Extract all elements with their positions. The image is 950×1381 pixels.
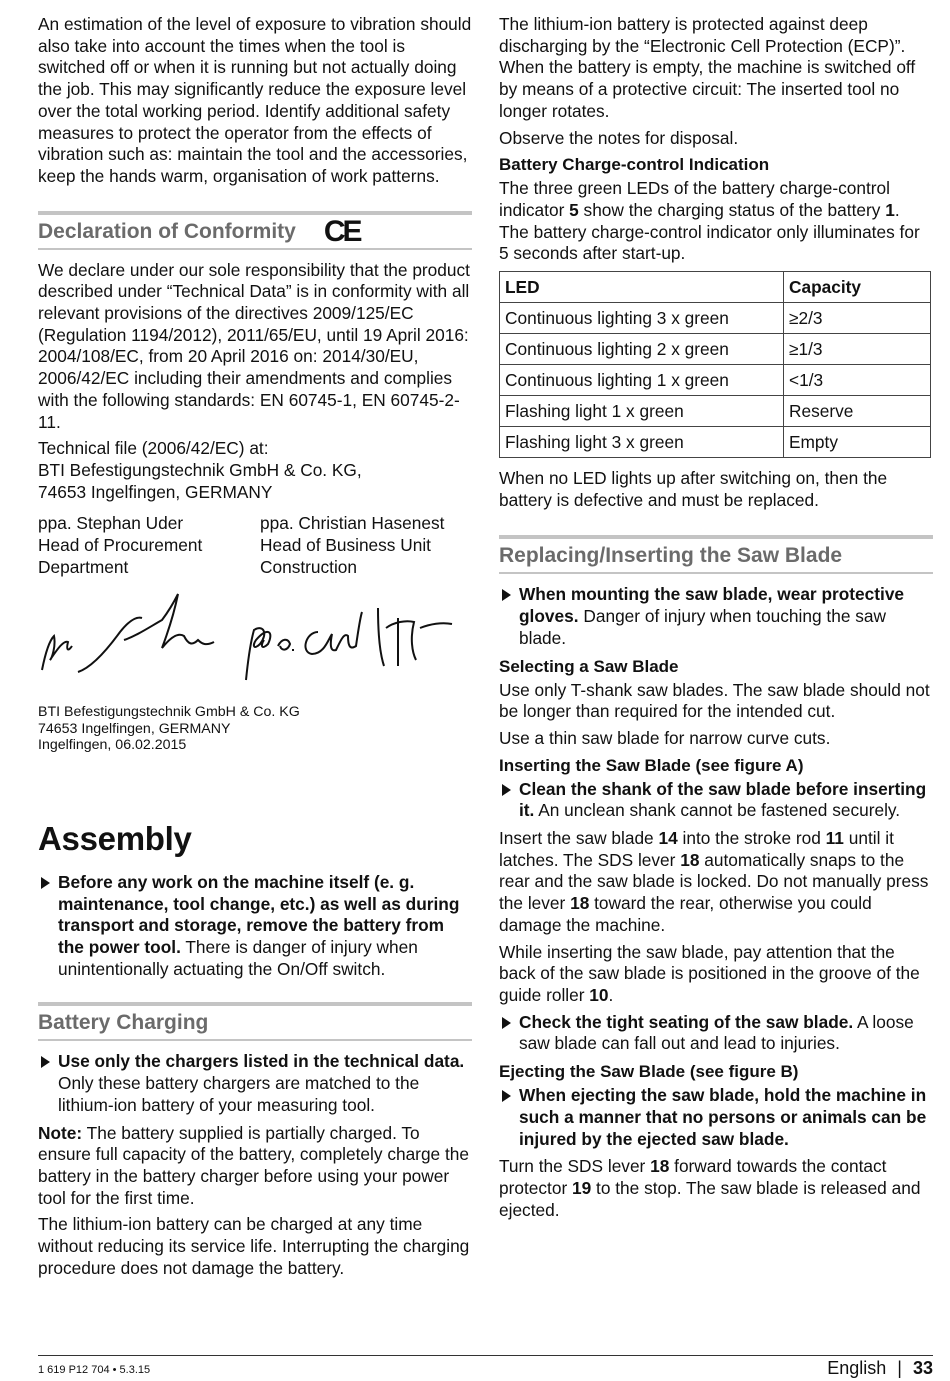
signatory-1 [38,513,260,578]
table-row [500,303,931,334]
page-footer [38,1355,933,1381]
ecp-paragraph: The lithium-ion battery is protected against deep discharging by the “Electronic Cell Protection (ECP)”. When the battery is empty, the machine is switched off by means of a protective circuit: The inserted tool no longer rotates. [499,14,916,121]
table-cell-capacity: ≥2/3 [784,303,931,334]
page-indicator [827,1358,933,1379]
while-inserting-paragraph [499,942,933,1007]
tight-seating-bold: Check the tight seating of the saw blade. [519,1011,854,1032]
indication-text-c: . The battery charge-control indicator only illuminates for 5 seconds after start-up. [499,199,920,264]
gloves-bullet-bold: When mounting the saw blade, wear protective gloves. [519,584,905,627]
table-cell-led: Continuous lighting 3 x green [500,303,784,334]
table-header-row [500,272,931,303]
ejecting-heading: Ejecting the Saw Blade (see figure B) [499,1062,799,1082]
selecting-heading: Selecting a Saw Blade [499,656,679,676]
insert-text-d: automatically snaps to the rear and the saw blade is locked. Do not manually press the lever [499,849,929,914]
led-capacity-table [499,271,931,458]
ejecting-bullet [499,1085,933,1150]
address-line-1: BTI Befestigungstechnik GmbH & Co. KG [38,704,300,721]
selecting-paragraph-1: Use only T-shank saw blades. The saw blade should not be longer than required for the intended cut. [499,679,930,722]
conformity-heading [38,211,472,250]
signatory-1-role-1: Head of Procurement [38,535,203,556]
gloves-bullet [499,584,933,649]
signatories [38,513,472,578]
saw-blade-heading-text: Replacing/Inserting the Saw Blade [499,544,843,568]
assembly-warning-bullet [38,872,472,981]
clean-shank-text: An unclean shank cannot be fastened securely. [534,800,901,821]
table-cell-capacity: ≥1/3 [784,334,931,365]
turn-ref-19: 19 [572,1177,592,1198]
insert-ref-14: 14 [658,828,678,849]
address-line-2: 74653 Ingelfingen, GERMANY [38,720,231,737]
table-header-capacity: Capacity [784,272,931,303]
address-block [38,704,472,754]
footer-separator: | [897,1358,902,1378]
insert-ref-18b: 18 [570,893,590,914]
address-line-3: Ingelfingen, 06.02.2015 [38,737,187,754]
document-code: 1 619 P12 704 • 5.3.15 [38,1364,151,1376]
battery-charging-heading-text: Battery Charging [38,1011,209,1035]
charger-bullet [38,1051,472,1116]
footer-language: English [827,1358,887,1378]
charge-indication-heading: Battery Charge-control Indication [499,155,770,175]
signatures [38,588,472,688]
indication-text-b: show the charging status of the battery [578,199,886,220]
clean-shank-bold: Clean the shank of the saw blade before inserting it. [519,778,927,821]
bullet-triangle-icon [502,1017,511,1029]
table-cell-capacity: Reserve [784,396,931,427]
charge-indication-paragraph [499,178,933,265]
while-text-b: . [608,984,614,1005]
indication-text-a: The three green LEDs of the battery charge-control indicator [499,178,890,220]
table-cell-led: Continuous lighting 1 x green [500,365,784,396]
turn-text-c: to the stop. The saw blade is released and ejected. [499,1177,921,1220]
table-row [500,334,931,365]
table-cell-led: Flashing light 1 x green [500,396,784,427]
indication-ref-1: 1 [885,199,895,220]
while-text-a: While inserting the saw blade, pay attention that the back of the saw blade is positioned in the groove of the guide roller [499,941,920,1005]
page-number: 33 [912,1358,933,1378]
no-led-paragraph: When no LED lights up after switching on, then the battery is defective and must be replaced. [499,468,888,510]
table-row [500,365,931,396]
table-cell-capacity: Empty [784,427,931,458]
tech-file-line-2: BTI Befestigungstechnik GmbH & Co. KG, [38,459,362,480]
signatory-2 [260,513,444,578]
charger-bullet-bold: Use only the chargers listed in the technical data. [58,1051,465,1072]
note-text: The battery supplied is partially charged. To ensure full capacity of the battery, completely charge the battery in the battery charger before using your power tool for the first time. [38,1122,469,1208]
insert-paragraph [499,828,933,937]
signatory-1-name: ppa. Stephan Uder [38,513,184,534]
table-cell-led: Continuous lighting 2 x green [500,334,784,365]
disposal-note: Observe the notes for disposal. [499,127,739,148]
right-column [499,14,933,1226]
selecting-paragraph-2: Use a thin saw blade for narrow curve cuts. [499,727,831,748]
note-label: Note: [38,1122,83,1143]
table-cell-capacity: <1/3 [784,365,931,396]
inserting-heading: Inserting the Saw Blade (see figure A) [499,755,804,775]
bullet-triangle-icon [41,877,50,889]
tight-seating-text: A loose saw blade can fall out and lead to injuries. [519,1011,914,1054]
bullet-triangle-icon [502,589,511,601]
charger-bullet-text: Only these battery chargers are matched to the lithium-ion battery of your measuring tool. [58,1073,420,1115]
left-column [38,14,472,1285]
table-row [500,396,931,427]
insert-ref-11: 11 [825,828,844,849]
insert-text-e: toward the rear, otherwise you could damage the machine. [499,893,872,935]
bullet-triangle-icon [41,1056,50,1068]
signature-2-image [238,588,468,688]
vibration-paragraph: An estimation of the level of exposure to vibration should also take into account the times when the tool is switched off or when it is running but not actually doing the job. This may significantly reduce the exposure level over the total working period. Identify additional safety measures to protect the operator from the effects of vibration such as: maintain the tool and the accessories, keep the hands warm, organisation of work patterns. [38,14,472,186]
signatory-2-role-1: Head of Business Unit [260,535,431,556]
insert-text-c: until it latches. The SDS lever [499,828,894,870]
insert-text-b: into the stroke rod [677,828,826,849]
charging-paragraph: The lithium-ion battery can be charged at any time without reducing its service life. Interrupting the charging procedure does not damage the battery. [38,1214,470,1278]
clean-shank-bullet [499,779,933,822]
bullet-triangle-icon [502,1090,511,1102]
table-row [500,427,931,458]
turn-text-a: Turn the SDS lever [499,1156,651,1177]
bullet-triangle-icon [502,784,511,796]
turn-ref-18: 18 [650,1156,670,1177]
ce-mark-icon: CE [323,214,360,248]
insert-ref-18a: 18 [680,849,700,870]
signatory-2-name: ppa. Christian Hasenest [260,513,445,534]
conformity-heading-text: Declaration of Conformity [38,219,296,243]
battery-charging-heading [38,1002,472,1041]
tight-seating-bullet [499,1012,933,1055]
table-cell-led: Flashing light 3 x green [500,427,784,458]
indication-ref-5: 5 [569,199,579,220]
gloves-bullet-text: Danger of injury when touching the saw blade. [519,606,886,648]
ejecting-bullet-bold: When ejecting the saw blade, hold the machine in such a manner that no persons or animals can be injured by the ejected saw blade. [519,1085,927,1149]
tech-file-line-1: Technical file (2006/42/EC) at: [38,438,269,459]
note-paragraph [38,1123,472,1210]
assembly-warning-text: There is danger of injury when unintentionally actuating the On/Off switch. [58,937,418,979]
insert-text-a: Insert the saw blade [499,828,659,849]
turn-text-b: forward towards the contact protector [499,1156,887,1198]
conformity-paragraph: We declare under our sole responsibility that the product described under “Technical Data” is in conformity with all relevant provisions of the directives 2009/125/EC (Regulation 1194/2012), 2011/65/EU, until 19 April 2016: 2004/108/EC, from 20 April 2016 on: 2014/30/EU, 2006/42/EC including their amendments and complies with the following standards: EN 60745-1, EN 60745-2-11. [38,259,470,432]
assembly-warning-bold: Before any work on the machine itself (e. g. maintenance, tool change, etc.) as well as during transport and storage, remove the battery from the power tool. [58,871,460,958]
signatory-1-role-2: Department [38,556,129,577]
signatory-2-role-2: Construction [260,556,358,577]
tech-file-line-3: 74653 Ingelfingen, GERMANY [38,481,273,502]
turn-lever-paragraph [499,1156,933,1221]
while-ref-10: 10 [589,984,609,1005]
signature-1-image [38,588,238,688]
assembly-title: Assembly [38,819,192,857]
saw-blade-heading [499,535,933,574]
table-header-led: LED [500,272,784,303]
